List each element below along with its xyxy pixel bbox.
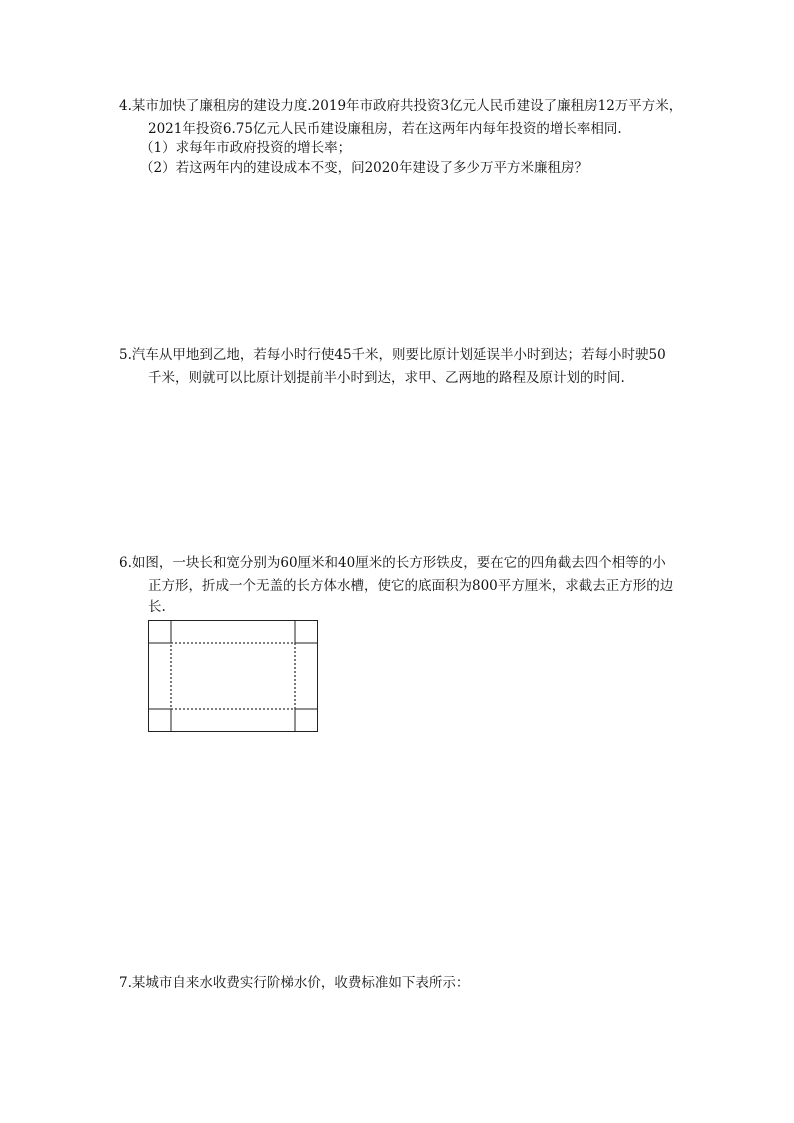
problem-7-line-1: 7.某城市自来水收费实行阶梯水价，收费标准如下表所示： — [119, 975, 470, 991]
sheet-metal-diagram — [148, 620, 320, 734]
sheet-metal-figure — [148, 620, 320, 738]
fold-line-rectangle — [171, 643, 295, 709]
problem-4-line-2: 2021年投资6.75亿元人民币建设廉租房，若在这两年内每年投资的增长率相同. — [148, 121, 622, 137]
problem-6-line-2: 正方形，折成一个无盖的长方体水槽，使它的底面积为800平方厘米，求截去正方形的边 — [148, 578, 674, 594]
problem-4-part-2: （2）若这两年内的建设成本不变，问2020年建设了多少万平方米廉租房？ — [140, 160, 588, 176]
problem-4-line-1: 4.某市加快了廉租房的建设力度.2019年市政府共投资3亿元人民币建设了廉租房12万平方米， — [119, 98, 683, 114]
problem-5-line-1: 5.汽车从甲地到乙地，若每小时行使45千米，则要比原计划延误半小时到达；若每小时驶50 — [119, 347, 666, 363]
problem-5-line-2: 千米，则就可以比原计划提前半小时到达，求甲、乙两地的路程及原计划的时间. — [148, 370, 625, 386]
problem-6-line-1: 6.如图，一块长和宽分别为60厘米和40厘米的长方形铁皮，要在它的四角截去四个相等的小 — [119, 555, 666, 571]
problem-6-line-3: 长. — [148, 599, 166, 615]
problem-4-part-1: （1）求每年市政府投资的增长率； — [140, 140, 352, 156]
outer-rectangle — [149, 621, 318, 732]
